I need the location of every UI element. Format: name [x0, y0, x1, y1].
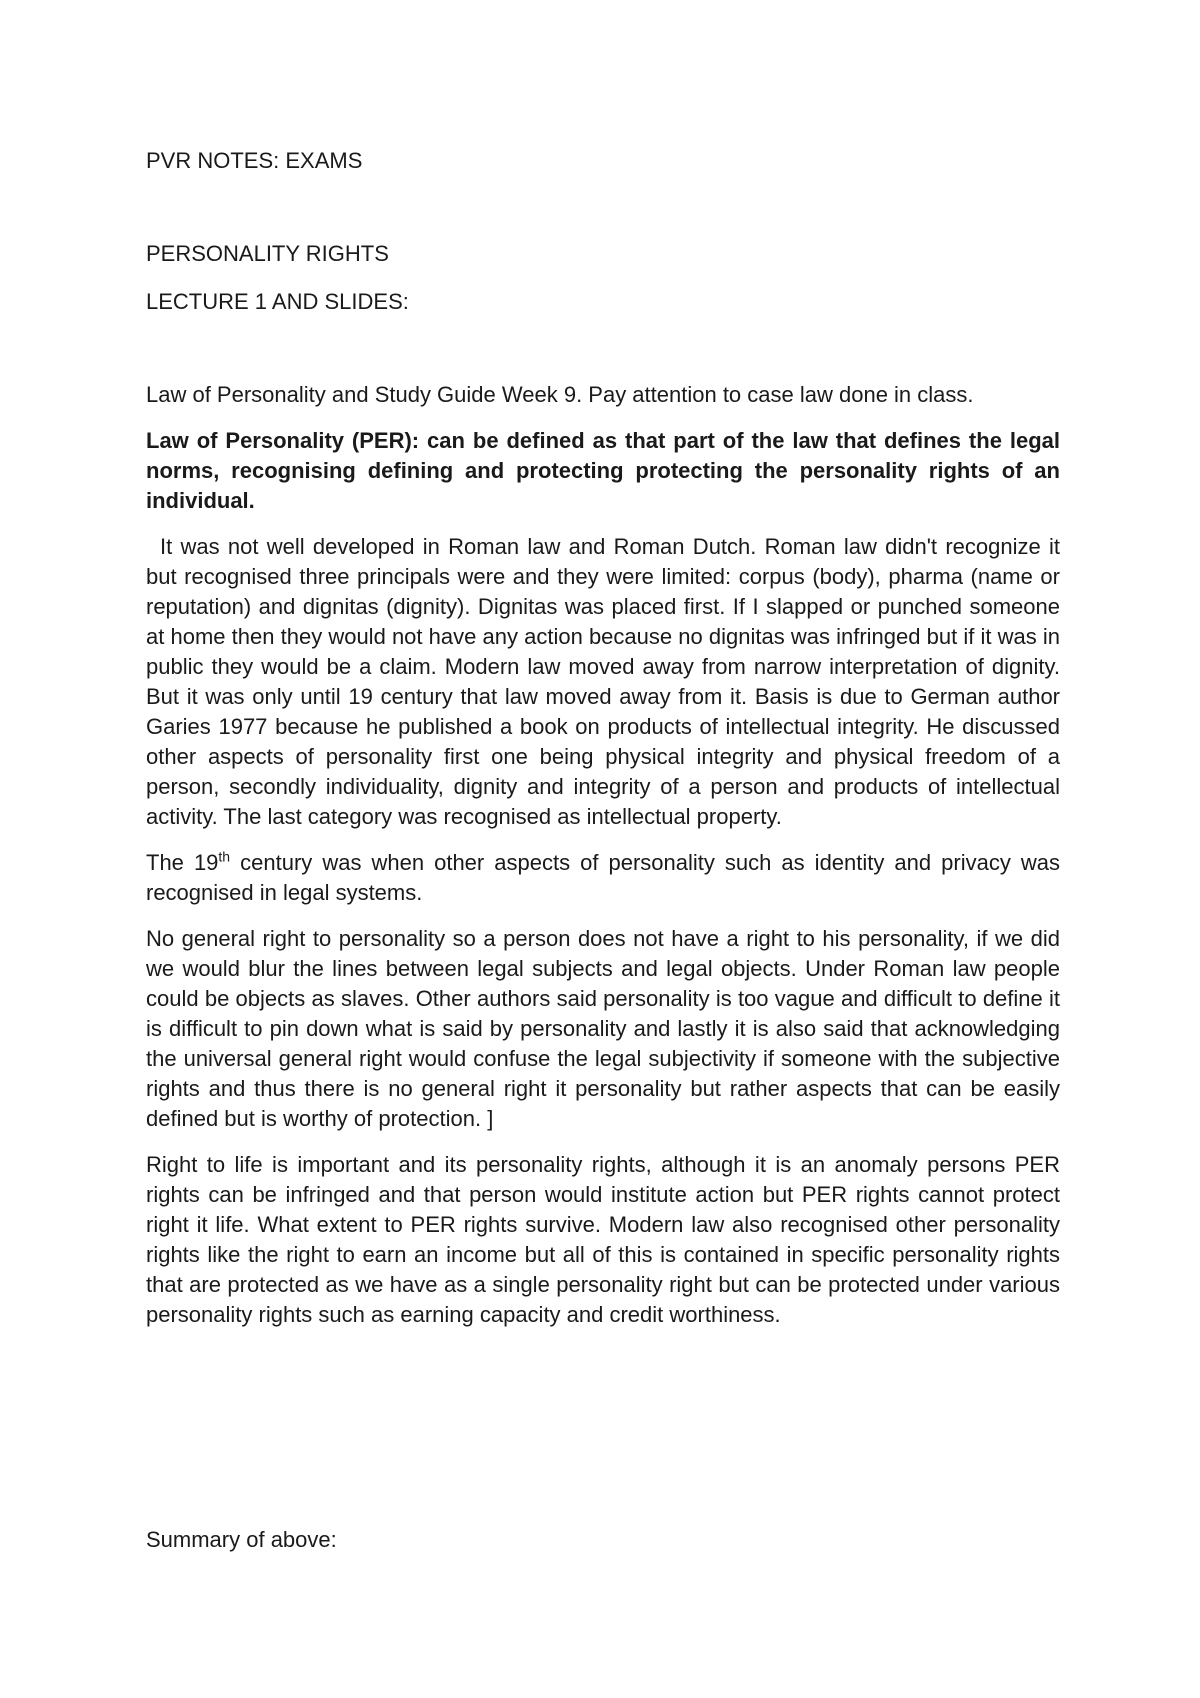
lecture-heading: LECTURE 1 AND SLIDES:	[146, 289, 409, 314]
general-right-paragraph: No general right to personality so a person does not have a right to his personality, if we did we would blur the lines between legal subjects and legal objects. Under Roman law people could be objects as slaves. Other authors said personality is too vague and difficult to define it is difficult to pin down what is said by personality and lastly it is also said that acknowledging the universal general right would confuse the legal subjectivity if someone with the subjective rights and thus there is no general right it personality but rather aspects that can be easily defined but is worthy of protection. ]	[146, 926, 1060, 1131]
document-title: PVR NOTES: EXAMS	[146, 148, 363, 173]
intro-paragraph: Law of Personality and Study Guide Week 9. Pay attention to case law done in class.	[146, 382, 974, 407]
definition-paragraph: Law of Personality (PER): can be defined as that part of the law that defines the legal norms, recognising defining and protecting protecting the personality rights of an individual.	[146, 428, 1060, 513]
century-superscript: th	[218, 848, 231, 865]
section-heading: PERSONALITY RIGHTS	[146, 241, 389, 266]
century-paragraph	[146, 848, 1060, 908]
century-rest: century was when other aspects of personality such as identity and privacy was recognised in legal systems.	[146, 850, 1060, 905]
history-paragraph: It was not well developed in Roman law and Roman Dutch. Roman law didn't recognize it but recognised three principals were and they were limited: corpus (body), pharma (name or reputation) and dignitas (dignity). Dignitas was placed first. If I slapped or punched someone at home then they would not have any action because no dignitas was infringed but if it was in public they would be a claim. Modern law moved away from narrow interpretation of dignity. But it was only until 19 century that law moved away from it. Basis is due to German author Garies 1977 because he published a book on products of intellectual integrity. He discussed other aspects of personality first one being physical integrity and physical freedom of a person, secondly individuality, dignity and integrity of a person and products of intellectual activity. The last category was recognised as intellectual property.	[146, 534, 1060, 829]
summary-label: Summary of above:	[146, 1527, 337, 1552]
century-prefix: The 19	[146, 850, 219, 875]
document-body	[146, 380, 1060, 1346]
right-to-life-paragraph: Right to life is important and its personality rights, although it is an anomaly persons PER rights can be infringed and that person would institute action but PER rights cannot protect right it life. What extent to PER rights survive. Modern law also recognised other personality rights like the right to earn an income but all of this is contained in specific personality rights that are protected as we have as a single personality right but can be protected under various personality rights such as earning capacity and credit worthiness.	[146, 1152, 1060, 1327]
